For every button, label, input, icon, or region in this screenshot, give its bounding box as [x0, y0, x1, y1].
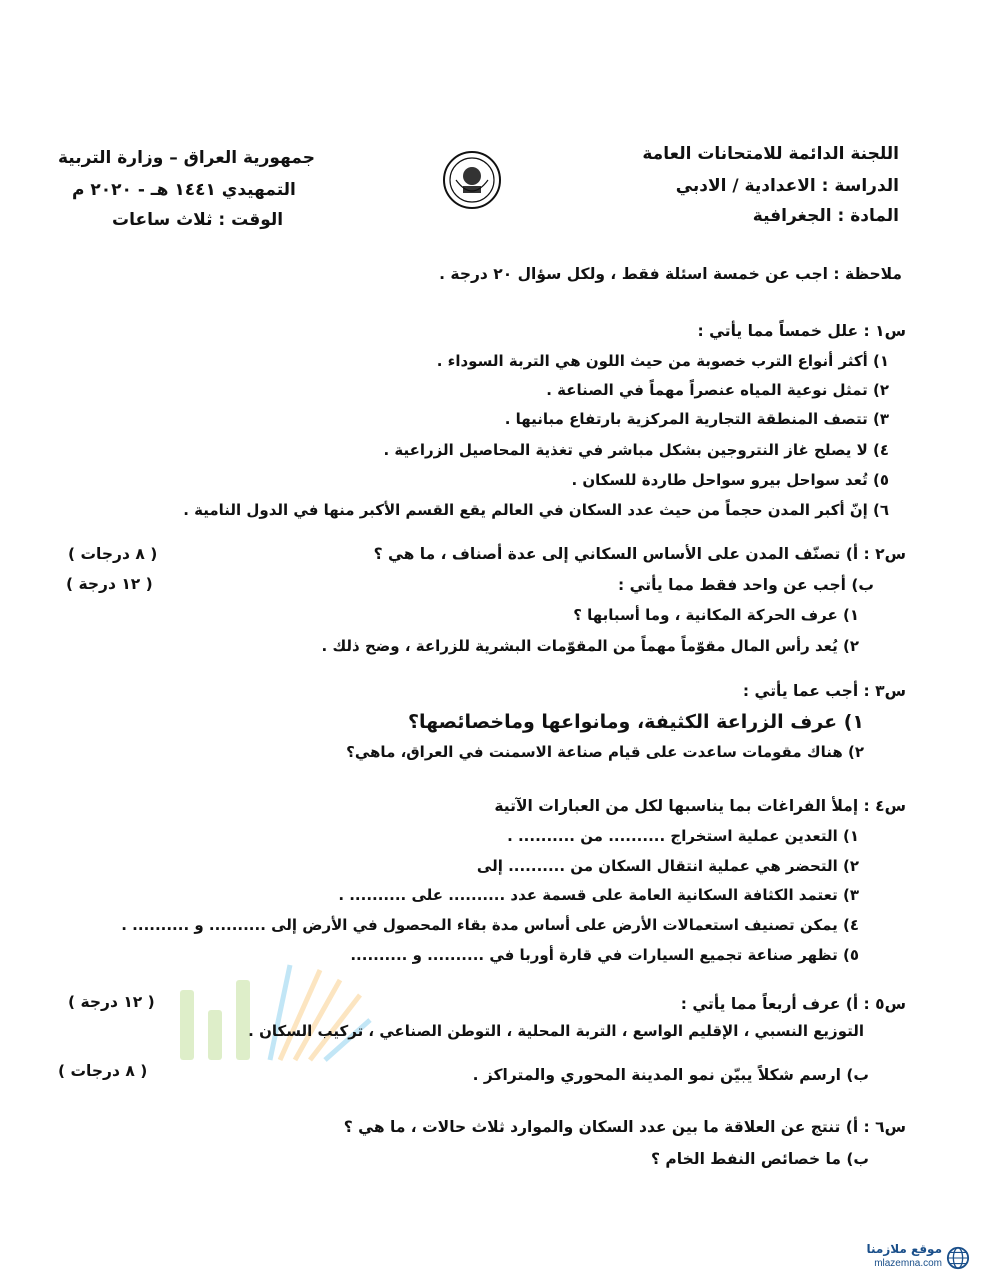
q3-item-1: ١) عرف الزراعة الكثيفة، ومانواعها وماخصائصها؟	[407, 711, 864, 733]
site-url: mlazemna.com	[874, 1258, 942, 1269]
q4-item-2: ٢) التحضر هي عملية انتقال السكان من .......... إلى	[476, 857, 859, 875]
q4-item-3: ٣) تعتمد الكثافة السكانية العامة على قسمة عدد .......... على .......... .	[338, 886, 859, 904]
q5-part-b: ب) ارسم شكلاً يبيّن نمو المدينة المحوري والمتراكز .	[472, 1066, 869, 1084]
watermark-logo-icon	[170, 950, 380, 1080]
header-subject: المادة : الجغرافية	[752, 206, 899, 226]
q1-item-1: ١) أكثر أنواع الترب خصوبة من حيث اللون هي التربة السوداء .	[436, 352, 889, 370]
q1-title: س١ : علل خمساً مما يأتي :	[697, 322, 906, 340]
header-study: الدراسة : الاعدادية / الادبي	[675, 176, 899, 196]
q2-b-marks: ( ١٢ درجة )	[66, 575, 153, 593]
header-exam-date: التمهيدي ١٤٤١ هـ - ٢٠٢٠ م	[72, 180, 296, 200]
q5-part-a: س٥ : أ) عرف أربعاً مما يأتي :	[680, 995, 906, 1013]
q3-item-2: ٢) هناك مقومات ساعدت على قيام صناعة الاسمنت في العراق، ماهي؟	[346, 743, 864, 761]
q2-item-2: ٢) يُعد رأس المال مقوّماً مهماً من المقوّمات البشرية للزراعة ، وضح ذلك .	[321, 637, 859, 655]
q5-a-marks: ( ١٢ درجة )	[68, 993, 155, 1011]
q2-part-a: س٢ : أ) تصنّف المدن على الأساس السكاني إلى عدة أصناف ، ما هي ؟	[373, 545, 906, 563]
q2-a-marks: ( ٨ درجات )	[68, 545, 158, 563]
q4-item-4: ٤) يمكن تصنيف استعمالات الأرض على أساس مدة بقاء المحصول في الأرض إلى .......... و .......... .	[121, 916, 859, 934]
exam-note: ملاحظة : اجب عن خمسة اسئلة فقط ، ولكل سؤال ٢٠ درجة .	[439, 265, 902, 283]
q4-item-1: ١) التعدين عملية استخراج .......... من .......... .	[507, 827, 859, 845]
globe-icon	[946, 1246, 970, 1270]
site-logo[interactable]	[862, 1240, 972, 1276]
q2-part-b: ب) أجب عن واحد فقط مما يأتي :	[618, 576, 874, 594]
q1-item-3: ٣) تتصف المنطقة التجارية المركزية بارتفاع مبانيها .	[504, 410, 889, 428]
q6-part-b: ب) ما خصائص النفط الخام ؟	[651, 1150, 869, 1168]
q2-item-1: ١) عرف الحركة المكانية ، وما أسبابها ؟	[573, 606, 859, 624]
header-ministry: جمهورية العراق – وزارة التربية	[58, 148, 315, 168]
header-time: الوقت : ثلاث ساعات	[112, 210, 284, 230]
site-name: موقع ملازمنا	[866, 1242, 942, 1256]
q1-item-6: ٦) إنّ أكبر المدن حجماً من حيث عدد السكان في العالم يقع القسم الأكبر منها في الدول النامية .	[183, 501, 889, 519]
q5-terms: التوزيع النسبي ، الإقليم الواسع ، التربة المحلية ، التوطن الصناعي ، تركيب السكان .	[248, 1022, 864, 1040]
ministry-seal-icon	[442, 150, 502, 210]
q5-b-marks: ( ٨ درجات )	[58, 1062, 148, 1080]
q6-part-a: س٦ : أ) تنتج عن العلاقة ما بين عدد السكان والموارد ثلاث حالات ، ما هي ؟	[343, 1118, 906, 1136]
q4-item-5: ٥) تظهر صناعة تجميع السيارات في قارة أوربا في .......... و ..........	[350, 946, 859, 964]
q4-title: س٤ : إملأ الفراغات بما يناسبها لكل من العبارات الآتية	[494, 797, 906, 815]
q3-title: س٣ : أجب عما يأتي :	[742, 682, 906, 700]
q1-item-5: ٥) تُعد سواحل بيرو سواحل طاردة للسكان .	[571, 471, 889, 489]
q1-item-4: ٤) لا يصلح غاز النتروجين بشكل مباشر في تغذية المحاصيل الزراعية .	[383, 441, 889, 459]
q1-item-2: ٢) تمثل نوعية المياه عنصراً مهماً في الصناعة .	[546, 381, 889, 399]
header-committee: اللجنة الدائمة للامتحانات العامة	[642, 144, 899, 164]
